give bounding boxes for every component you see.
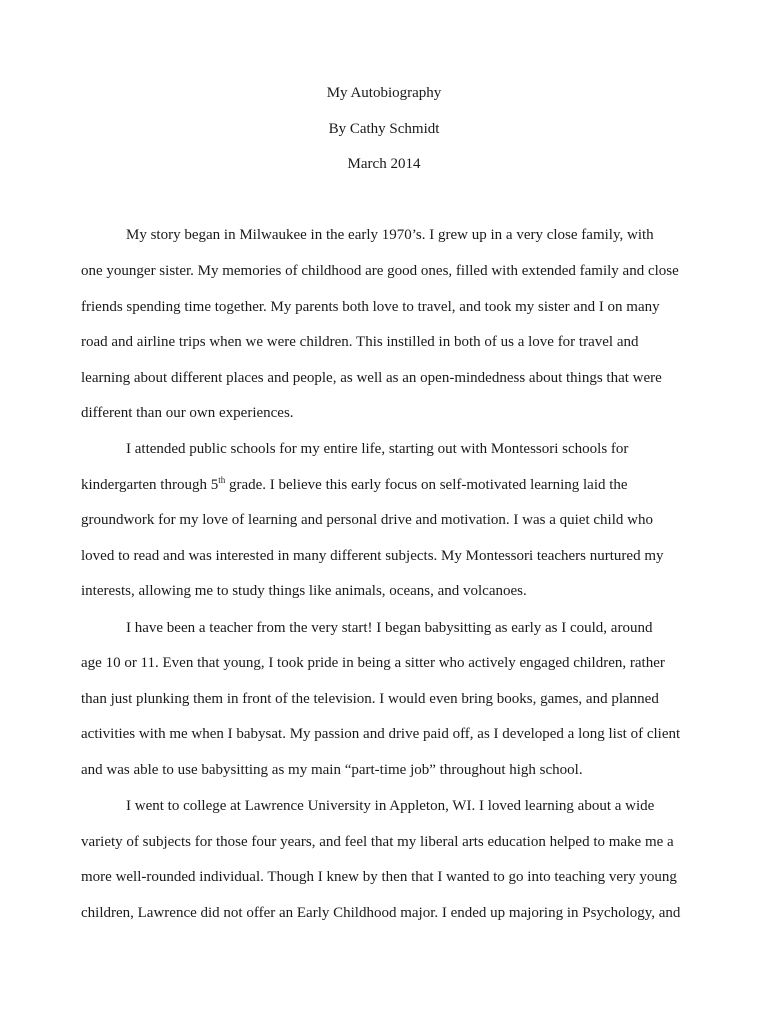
paragraph-4-line-1: I went to college at Lawrence University in Appleton, WI. I loved learning about a wide (126, 798, 655, 814)
paragraph-1-line-5: learning about different places and people, as well as an open-mindedness about things that were (81, 370, 662, 386)
paragraph-3-line-1: I have been a teacher from the very start! I began babysitting as early as I could, around (126, 620, 653, 636)
document-byline: By Cathy Schmidt (328, 121, 440, 137)
document-date: March 2014 (347, 156, 421, 172)
paragraph-4-line-4: children, Lawrence did not offer an Early Childhood major. I ended up majoring in Psychology, and (81, 905, 681, 921)
paragraph-4-line-3: more well-rounded individual. Though I knew by then that I wanted to go into teaching very young (81, 869, 677, 885)
paragraph-2-line-5: interests, allowing me to study things like animals, oceans, and volcanoes. (81, 583, 527, 599)
paragraph-1-line-6: different than our own experiences. (81, 405, 294, 421)
paragraph-1-line-1: My story began in Milwaukee in the early 1970’s. I grew up in a very close family, with (126, 227, 654, 243)
paragraph-2-line-3: groundwork for my love of learning and personal drive and motivation. I was a quiet child who (81, 512, 653, 528)
paragraph-2-line-2-end: grade. I believe this early focus on self-motivated learning laid the (225, 477, 628, 493)
paragraph-3-line-4: activities with me when I babysat. My passion and drive paid off, as I developed a long list of client (81, 726, 681, 742)
paragraph-1-line-4: road and airline trips when we were children. This instilled in both of us a love for travel and (81, 334, 639, 350)
paragraph-1-line-3: friends spending time together. My parents both love to travel, and took my sister and I on many (81, 299, 660, 315)
paragraph-3-line-5: and was able to use babysitting as my main “part-time job” throughout high school. (81, 762, 583, 778)
paragraph-4-line-2: variety of subjects for those four years, and feel that my liberal arts education helped to make me a (81, 834, 674, 850)
paragraph-2-line-4: loved to read and was interested in many different subjects. My Montessori teachers nurtured my (81, 548, 664, 564)
paragraph-3-line-3: than just plunking them in front of the television. I would even bring books, games, and planned (81, 691, 659, 707)
paragraph-2-line-2-start: kindergarten through 5 (81, 477, 219, 493)
paragraph-1-line-2: one younger sister. My memories of childhood are good ones, filled with extended family and close (81, 263, 679, 279)
paragraph-2-line-2 (81, 476, 628, 494)
paragraph-2-line-1: I attended public schools for my entire life, starting out with Montessori schools for (126, 441, 629, 457)
paragraph-3-line-2: age 10 or 11. Even that young, I took pride in being a sitter who actively engaged children, rather (81, 655, 665, 671)
document-title: My Autobiography (326, 85, 442, 101)
ordinal-superscript: th (218, 475, 226, 485)
